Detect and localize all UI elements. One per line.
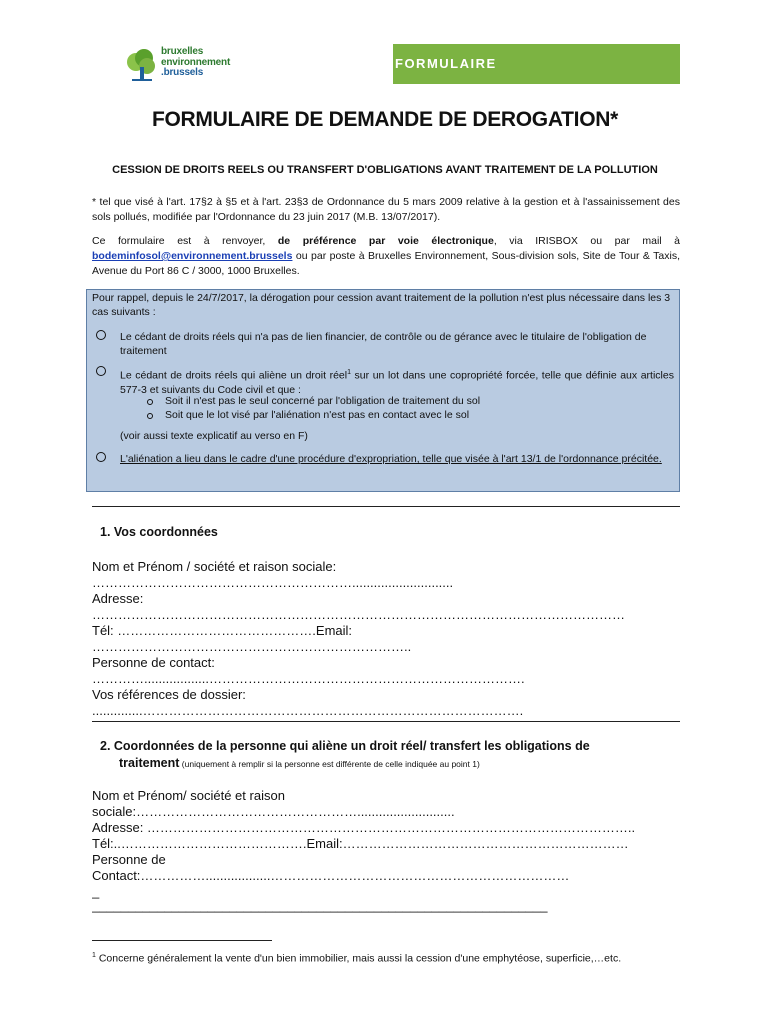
send-prefix: Ce formulaire est à renvoyer, <box>92 235 278 247</box>
option-3-text: L'aliénation a lieu dans le cadre d'une procédure d'expropriation, telle que visée à l'art 13/1 de l'ordonnance précitée. <box>120 453 662 465</box>
email-link[interactable]: bodeminfosol@environnement.brussels <box>92 250 293 262</box>
s2-phone-email-field[interactable]: Tél:..…………………………………….Email:………………………………………………………… <box>92 836 629 851</box>
option-1-text: Le cédant de droits réels qui n'a pas de lien financier, de contrôle ou de gérance avec le titulaire de l'obligation de traitement <box>120 331 647 357</box>
reference-field[interactable]: ..............……………………………………………………………………………. <box>92 703 524 718</box>
sub-item-2: Soit que le lot visé par l'aliénation n'est pas en contact avec le sol <box>165 409 470 421</box>
radio-option-3[interactable] <box>96 452 106 462</box>
s2-name-field[interactable]: sociale:……………………………………………........................... <box>92 804 455 819</box>
page-subtitle: CESSION DE DROITS REELS OU TRANSFERT D'OBLIGATIONS AVANT TRAITEMENT DE LA POLLUTION <box>112 164 658 176</box>
sub-item-1: Soit il n'est pas le seul concerné par l'obligation de traitement du sol <box>165 395 481 407</box>
reference-label: Vos références de dossier: <box>92 687 246 702</box>
s2-dash: _ <box>92 884 100 899</box>
option-2-part-a: Le cédant de droits réels qui aliène un droit réel <box>120 369 348 382</box>
legal-reference: * tel que visé à l'art. 17§2 à §5 et à l'art. 23§3 de Ordonnance du 5 mars 2009 relative à la gestion et à l'assainissement des sols pollués, modifiée par l'Ordonnance du 23 juin 2017 (M.B. 13/07/2017). <box>92 196 680 223</box>
tree-logo-icon <box>124 47 160 83</box>
footnote-marker: 1 <box>347 369 351 376</box>
address-field[interactable]: …………………………………………………………………………………………………………… <box>92 607 625 622</box>
footnote-separator <box>92 940 272 941</box>
send-mid: , via IRISBOX ou par mail à <box>493 235 680 247</box>
address-label: Adresse: <box>92 591 144 606</box>
contact-field[interactable]: …………..................………………………………………………………………. <box>92 671 525 686</box>
phone-email-field[interactable]: Tél: ……………………………………….Email: <box>92 623 353 638</box>
sub-bullet-icon <box>147 413 153 419</box>
banner-label: FORMULAIRE <box>395 56 497 71</box>
radio-option-1[interactable] <box>96 330 106 340</box>
notice-intro: Pour rappel, depuis le 24/7/2017, la dérogation pour cession avant traitement de la pollution n'est plus nécessaire dans les 3 cas suivants : <box>92 292 671 318</box>
name-field[interactable]: ……………………………………………………............................ <box>92 575 454 590</box>
email-field[interactable]: ……………………………………………………………….. <box>92 639 412 654</box>
submission-instructions <box>92 234 680 279</box>
contact-label: Personne de contact: <box>92 655 215 670</box>
logo-line-1: bruxelles <box>161 46 204 57</box>
name-label: Nom et Prénom / société et raison sociale: <box>92 559 337 574</box>
section-2-heading-b: traitement <box>119 756 180 770</box>
footnote-body: Concerne généralement la vente d'un bien immobilier, mais aussi la cession d'une emphytéose, superficie,…etc. <box>95 952 622 965</box>
logo-line-2: environnement <box>161 56 231 68</box>
section-2-heading: 2. Coordonnées de la personne qui aliène un droit réel/ transfert les obligations de <box>100 739 590 753</box>
section-2-note: (uniquement à remplir si la personne est différente de celle indiquée au point 1) <box>179 759 480 769</box>
section-1-heading: 1. Vos coordonnées <box>100 525 218 539</box>
see-also-note: (voir aussi texte explicatif au verso en F) <box>120 430 308 442</box>
section-divider <box>92 506 680 507</box>
s2-contact-field[interactable]: Contact:……………..................…………………………………………………………… <box>92 868 570 883</box>
sub-bullet-icon <box>147 399 153 405</box>
option-2-part-b: sur un lot dans une copropriété forcée, telle que définie aux articles 577-3 et suivants du Code civil et que : <box>120 369 674 396</box>
footnote-number: 1 <box>92 952 96 959</box>
page-title: FORMULAIRE DE DEMANDE DE DEROGATION* <box>152 108 618 131</box>
s2-contact-label: Personne de <box>92 852 166 867</box>
option-2-text <box>120 366 674 397</box>
section-divider <box>92 721 680 722</box>
send-bold: de préférence par voie électronique <box>277 235 494 247</box>
section-2-heading-cont <box>119 755 480 772</box>
s2-name-label: Nom et Prénom/ société et raison <box>92 788 285 803</box>
radio-option-2[interactable] <box>96 366 106 376</box>
s2-address-field[interactable]: Adresse: ………………………………………………………………………………………………….. <box>92 820 636 835</box>
s2-underline: _______________________________________________________________ <box>92 898 548 913</box>
logo-text <box>161 47 230 79</box>
send-suffix: ou par poste à Bruxelles Environnement, Sous-division sols, Site de Tour & Taxis, Avenue du Port 86 C / 3000, 1000 Bruxelles. <box>92 250 680 277</box>
logo-line-3: .brussels <box>161 67 204 78</box>
footnote-text <box>92 947 680 968</box>
